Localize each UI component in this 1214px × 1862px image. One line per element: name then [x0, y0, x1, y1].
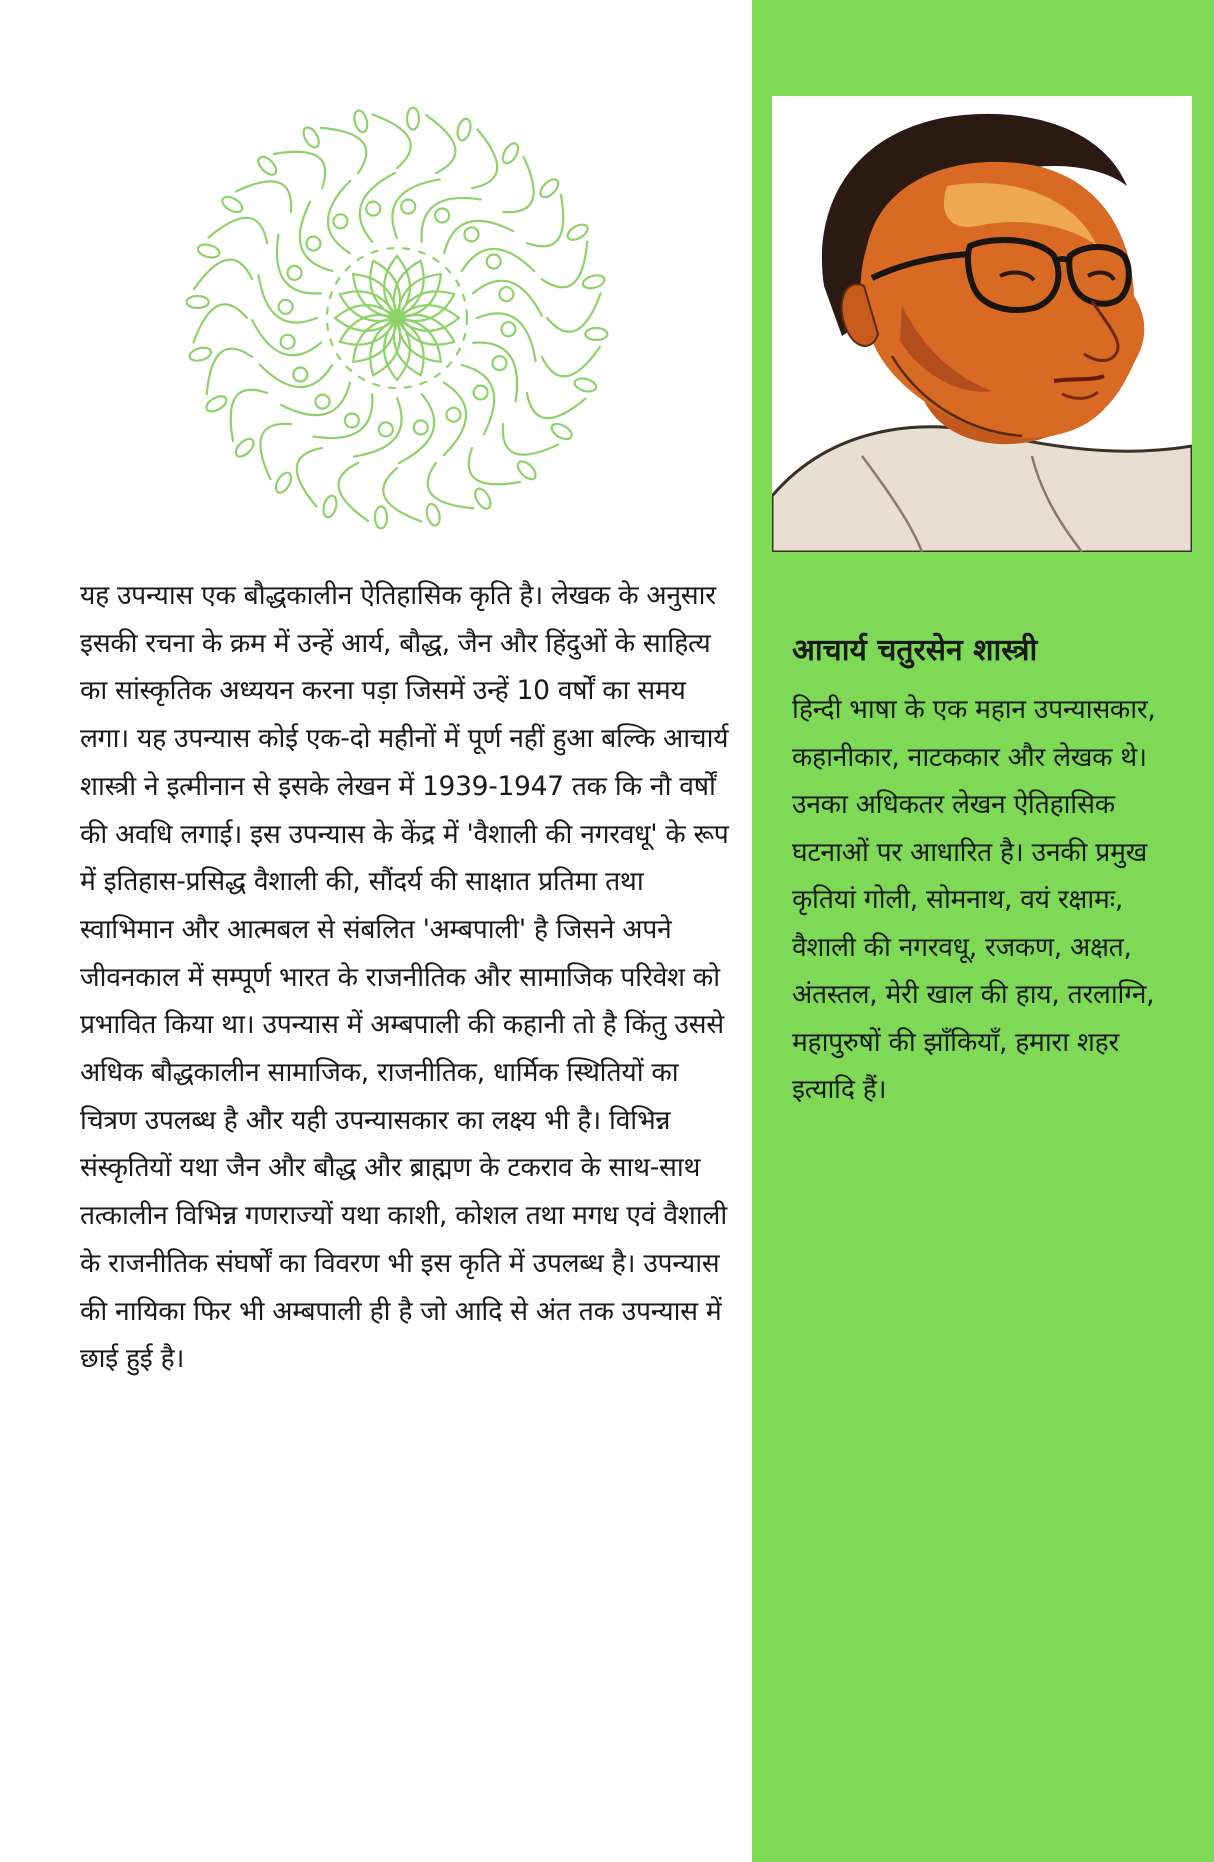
mandala-icon — [172, 98, 622, 538]
author-bio: हिन्दी भाषा के एक महान उपन्यासकार, कहानीकार, नाटककार और लेखक थे। उनका अधिकतर लेखन ऐतिहासिक घटनाओं पर आधारित है। उनकी प्रमुख कृतियां गोली, सोमनाथ, वयं रक्षामः, वैशाली की नगरवधू, रजकण, अक्षत, अंतस्तल, मेरी खाल की हाय, तरलाग्नि, महापुरुषों की झाँकियाँ, हमारा शहर इत्यादि हैं। — [792, 694, 1156, 1105]
author-name: आचार्य चतुरसेन शास्त्री — [792, 633, 1038, 668]
book-synopsis: यह उपन्यास एक बौद्धकालीन ऐतिहासिक कृति है। लेखक के अनुसार इसकी रचना के क्रम में उन्हें आर्य, बौद्ध, जैन और हिंदुओं के साहित्य का सांस्कृतिक अध्ययन करना पड़ा जिसमें उन्हें 10 वर्षों का समय लगा। यह उपन्यास कोई एक-दो महीनों में पूर्ण नहीं हुआ बल्कि आचार्य शास्त्री ने इत्मीनान से इसके लेखन में 1939-1947 तक कि नौ वर्षों की अवधि लगाई। इस उपन्यास के केंद्र में 'वैशाली की नगरवधू' के रूप में इतिहास-प्रसिद्ध वैशाली की, सौंदर्य की साक्षात प्रतिमा तथा स्वाभिमान और आत्मबल से संबलित 'अम्बपाली' है जिसने अपने जीवनकाल में सम्पूर्ण भारत के राजनीतिक और सामाजिक परिवेश को प्रभावित किया था। उपन्यास में अम्बपाली की कहानी तो है किंतु उससे अधिक बौद्धकालीन सामाजिक, राजनीतिक, धार्मिक स्थितियों का चित्रण उपलब्ध है और यही उपन्यासकार का लक्ष्य भी है। विभिन्न संस्कृतियों यथा जैन और बौद्ध और ब्राह्मण के टकराव के साथ-साथ तत्कालीन विभिन्न गणराज्यों यथा काशी, कोशल तथा मगध एवं वैशाली के राजनीतिक संघर्षों का विवरण भी इस कृति में उपलब्ध है। उपन्यास की नायिका फिर भी अम्बपाली ही है जो आदि से अंत तक उपन्यास में छाई हुई है। — [80, 580, 729, 1375]
author-portrait — [772, 96, 1192, 552]
